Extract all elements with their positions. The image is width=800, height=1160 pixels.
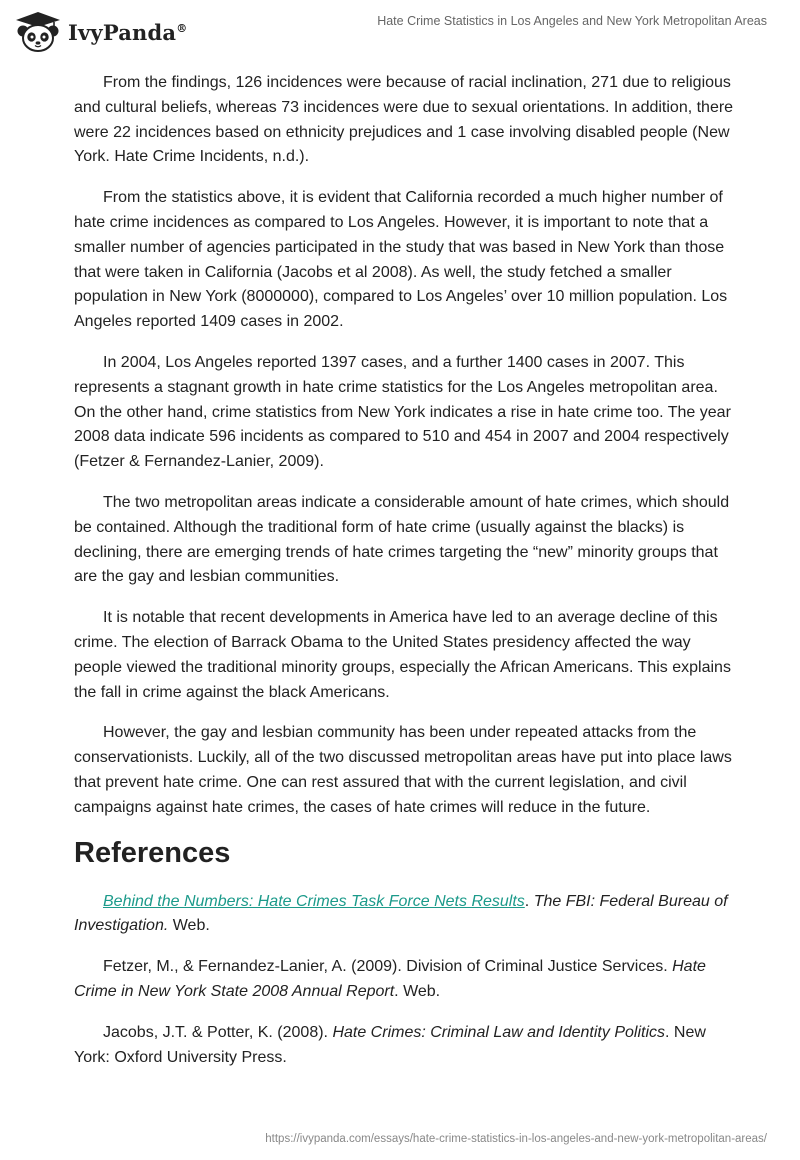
- ivypanda-logo[interactable]: [14, 10, 187, 54]
- references-heading: References: [74, 836, 231, 869]
- paragraph: It is notable that recent developments in America have led to an average decline of this crime. The election of Barrack Obama to the United States presidency affected the way people viewed the traditional minority groups, especially the African Americans. This explains the fall in crime against the black Americans.: [74, 609, 731, 701]
- reference-item: Jacobs, J.T. & Potter, K. (2008). Hate Crimes: Criminal Law and Identity Politics. New York: Oxford University Press.: [74, 1023, 706, 1066]
- reference-item: Behind the Numbers: Hate Crimes Task Force Nets Results. The FBI: Federal Bureau of Investigation. Web.: [74, 892, 728, 935]
- essay-content: [74, 71, 734, 1086]
- paragraph: From the findings, 126 incidences were because of racial inclination, 271 due to religious and cultural beliefs, whereas 73 incidences were due to sexual orientations. In addition, there were 22 incidences based on ethnicity prejudices and 1 case involving disabled people (New York. Hate Crime Incidents, n.d.).: [74, 74, 734, 166]
- paragraph: The two metropolitan areas indicate a considerable amount of hate crimes, which should be contained. Although the traditional form of hate crime (usually against the blacks) is declining, there are emerging trends of hate crimes targeting the “new” minority groups that are the gay and lesbian communities.: [74, 493, 730, 586]
- reference-link[interactable]: Behind the Numbers: Hate Crimes Task Force Nets Results: [103, 892, 525, 910]
- page-header: [0, 0, 800, 60]
- paragraph: In 2004, Los Angeles reported 1397 cases, and a further 1400 cases in 2007. This represents a stagnant growth in hate crime statistics for the Los Angeles metropolitan area. On the other hand, crime statistics from New York indicates a rise in hate crime too. The year 2008 data indicate 596 incidents as compared to 510 and 454 in 2007 and 2004 respectively (Fetzer & Fernandez-Lanier, 2009).: [74, 353, 731, 471]
- footer-url[interactable]: https://ivypanda.com/essays/hate-crime-statistics-in-los-angeles-and-new-york-metropolitan-areas/: [265, 1133, 767, 1145]
- paragraph: From the statistics above, it is evident that California recorded a much higher number of hate crime incidences as compared to Los Angeles. However, it is important to note that a smaller number of agencies participated in the study that was based in New York than those that were taken in California (Jacobs et al 2008). As well, the study fetched a smaller population in New York (8000000), compared to Los Angeles’ over 10 million population. Los Angeles reported 1409 cases in 2002.: [74, 189, 728, 331]
- logo-text: IvyPanda®: [68, 19, 188, 45]
- panda-graduate-icon: [14, 10, 62, 54]
- paragraph: However, the gay and lesbian community has been under repeated attacks from the conservationists. Luckily, all of the two discussed metropolitan areas have put into place laws that prevent hate crime. One can rest assured that with the current legislation, and civil campaigns against hate crimes, the cases of hate crimes will reduce in the future.: [74, 724, 732, 816]
- reference-item: Fetzer, M., & Fernandez-Lanier, A. (2009). Division of Criminal Justice Services. Hate Crime in New York State 2008 Annual Report. Web.: [74, 958, 706, 1000]
- document-title: Hate Crime Statistics in Los Angeles and New York Metropolitan Areas: [377, 14, 767, 28]
